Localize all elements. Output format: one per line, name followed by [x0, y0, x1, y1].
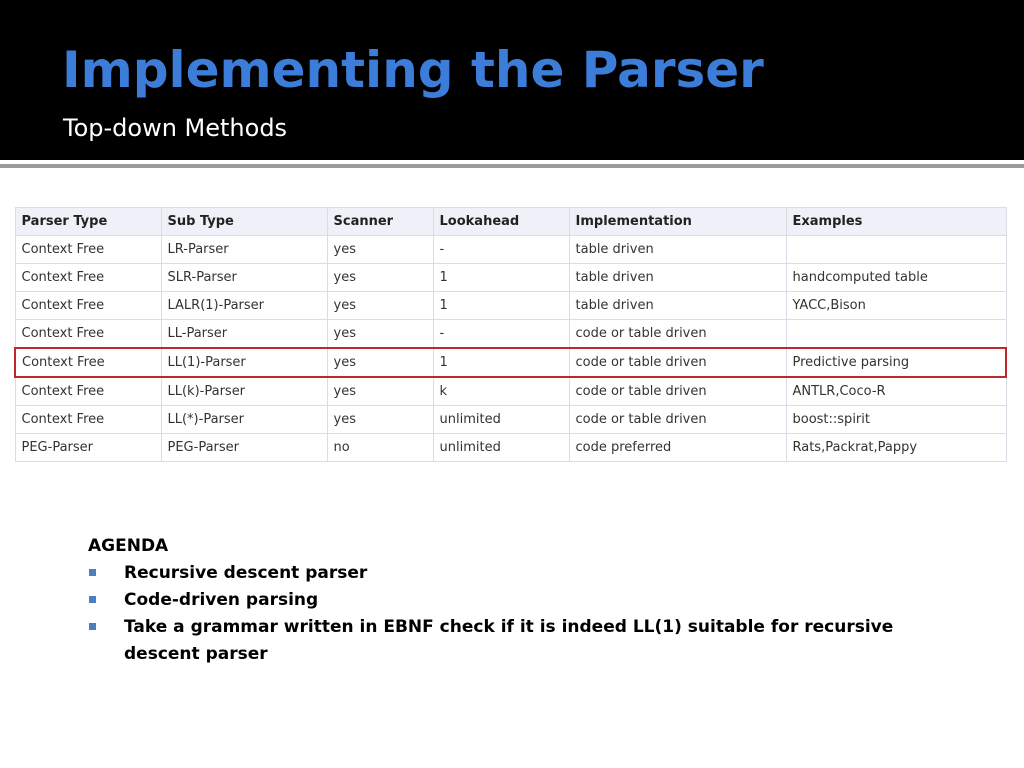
slide-header	[0, 0, 1024, 160]
cell-lookahead: -	[433, 236, 569, 264]
cell-examples	[786, 236, 1006, 264]
cell-sub-type: LR-Parser	[161, 236, 327, 264]
cell-parser-type: Context Free	[15, 292, 161, 320]
cell-lookahead: 1	[433, 292, 569, 320]
agenda-item-text: Recursive descent parser	[124, 563, 368, 583]
cell-implementation: table driven	[569, 264, 786, 292]
cell-sub-type: LALR(1)-Parser	[161, 292, 327, 320]
cell-sub-type: LL(k)-Parser	[161, 377, 327, 406]
cell-parser-type: Context Free	[15, 236, 161, 264]
cell-sub-type: SLR-Parser	[161, 264, 327, 292]
cell-scanner: yes	[327, 264, 433, 292]
table-row	[15, 292, 1006, 320]
cell-examples	[786, 320, 1006, 349]
cell-examples: Rats,Packrat,Pappy	[786, 434, 1006, 462]
agenda-item-text: Code-driven parsing	[124, 590, 319, 610]
agenda-item-text: Take a grammar written in EBNF check if it is indeed LL(1) suitable for recursive descent parser	[124, 617, 894, 664]
cell-implementation: code preferred	[569, 434, 786, 462]
cell-examples: handcomputed table	[786, 264, 1006, 292]
agenda-heading: AGENDA	[88, 536, 169, 556]
cell-scanner: yes	[327, 348, 433, 377]
cell-lookahead: -	[433, 320, 569, 349]
table-row	[15, 406, 1006, 434]
cell-implementation: code or table driven	[569, 406, 786, 434]
cell-implementation: code or table driven	[569, 377, 786, 406]
square-bullet-icon	[89, 569, 96, 576]
agenda-list	[88, 560, 928, 668]
cell-parser-type: Context Free	[15, 406, 161, 434]
agenda-item	[88, 587, 928, 614]
cell-examples: ANTLR,Coco-R	[786, 377, 1006, 406]
table-row	[15, 320, 1006, 349]
agenda-section	[88, 533, 928, 668]
cell-parser-type: Context Free	[15, 264, 161, 292]
cell-sub-type: LL-Parser	[161, 320, 327, 349]
parser-table-container	[14, 207, 1005, 462]
header-examples: Examples	[786, 208, 1006, 236]
cell-lookahead: 1	[433, 264, 569, 292]
cell-examples: YACC,Bison	[786, 292, 1006, 320]
table-row	[15, 434, 1006, 462]
square-bullet-icon	[89, 623, 96, 630]
slide-subtitle: Top-down Methods	[63, 114, 288, 142]
cell-scanner: yes	[327, 320, 433, 349]
square-bullet-icon	[89, 596, 96, 603]
cell-lookahead: unlimited	[433, 434, 569, 462]
table-row	[15, 264, 1006, 292]
cell-implementation: code or table driven	[569, 320, 786, 349]
cell-parser-type: Context Free	[15, 377, 161, 406]
cell-scanner: yes	[327, 406, 433, 434]
cell-implementation: code or table driven	[569, 348, 786, 377]
cell-examples: boost::spirit	[786, 406, 1006, 434]
agenda-item	[88, 560, 928, 587]
table-row-highlighted	[15, 348, 1006, 377]
cell-lookahead: unlimited	[433, 406, 569, 434]
cell-examples: Predictive parsing	[786, 348, 1006, 377]
cell-scanner: yes	[327, 236, 433, 264]
header-parser-type: Parser Type	[15, 208, 161, 236]
table-row	[15, 236, 1006, 264]
parser-table	[14, 207, 1007, 462]
cell-scanner: yes	[327, 292, 433, 320]
cell-sub-type: PEG-Parser	[161, 434, 327, 462]
cell-lookahead: 1	[433, 348, 569, 377]
cell-parser-type: PEG-Parser	[15, 434, 161, 462]
header-sub-type: Sub Type	[161, 208, 327, 236]
header-divider	[0, 164, 1024, 168]
header-implementation: Implementation	[569, 208, 786, 236]
agenda-item	[88, 614, 928, 668]
cell-lookahead: k	[433, 377, 569, 406]
cell-implementation: table driven	[569, 292, 786, 320]
table-row	[15, 377, 1006, 406]
header-scanner: Scanner	[327, 208, 433, 236]
header-lookahead: Lookahead	[433, 208, 569, 236]
table-header-row	[15, 208, 1006, 236]
cell-parser-type: Context Free	[15, 348, 161, 377]
cell-scanner: yes	[327, 377, 433, 406]
cell-parser-type: Context Free	[15, 320, 161, 349]
cell-sub-type: LL(1)-Parser	[161, 348, 327, 377]
cell-implementation: table driven	[569, 236, 786, 264]
cell-sub-type: LL(*)-Parser	[161, 406, 327, 434]
slide-title: Implementing the Parser	[62, 41, 764, 99]
cell-scanner: no	[327, 434, 433, 462]
